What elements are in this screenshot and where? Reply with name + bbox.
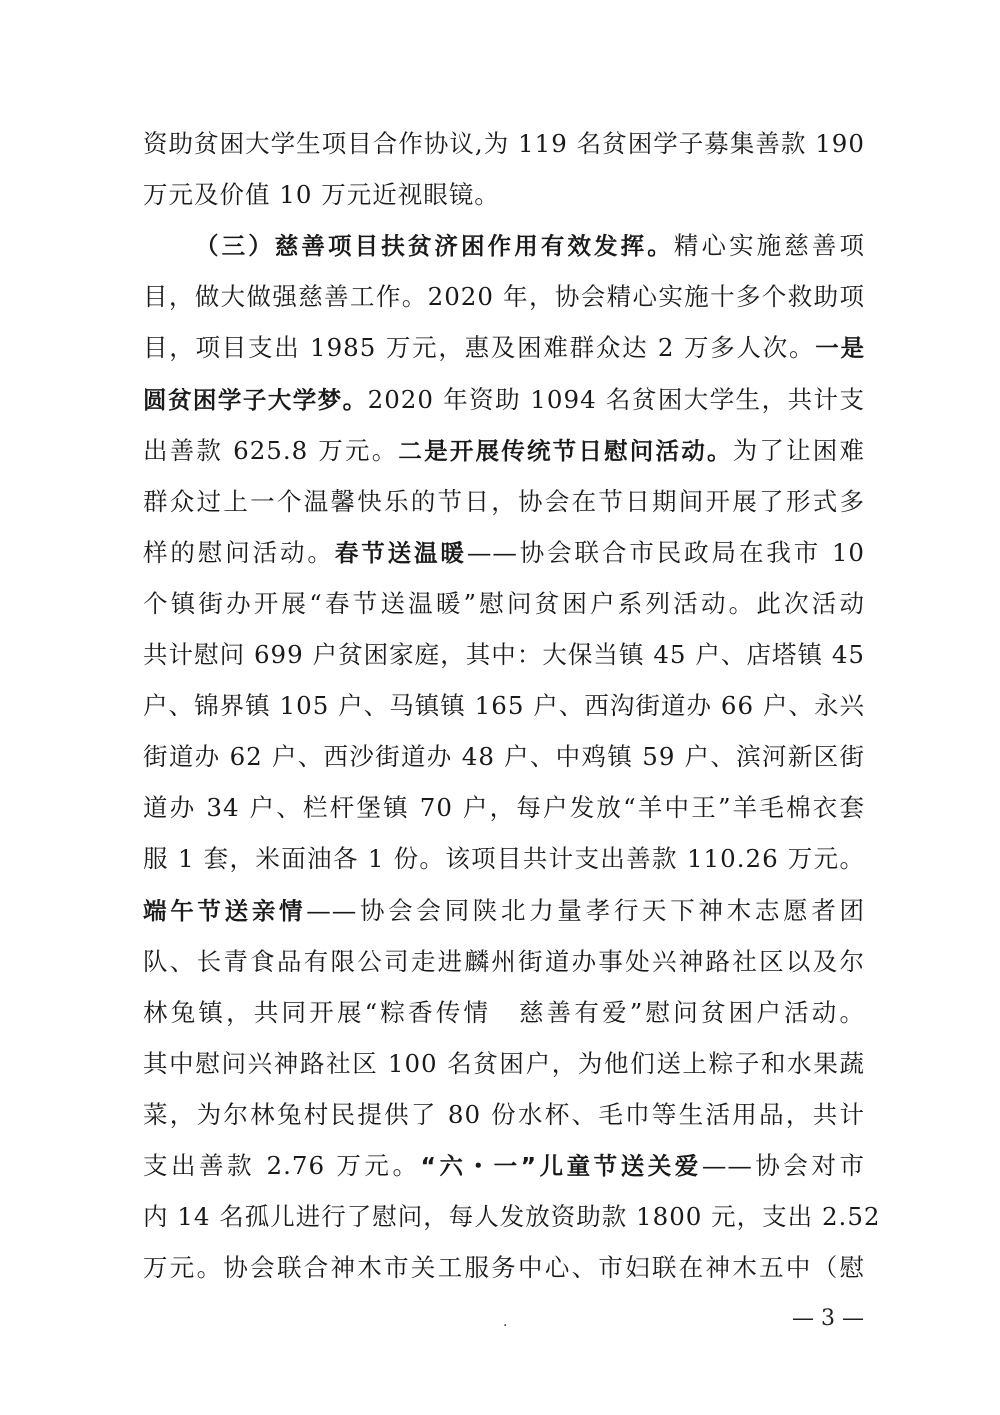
bold-heading-text: 二是开展传统节日慰问活动。 <box>398 436 733 465</box>
text-line <box>143 839 865 879</box>
text-line <box>143 635 865 675</box>
body-text-segment: 街道办 62 户、西沙街道办 48 户、中鸡镇 59 户、滨河新区街 <box>143 742 865 772</box>
text-line <box>143 584 865 624</box>
text-line <box>143 175 865 215</box>
text-line <box>143 891 865 931</box>
bold-heading-text: “六・一”儿童节送关爱 <box>420 1152 702 1180</box>
body-text-segment: ——协会对市 <box>701 1151 866 1180</box>
text-line <box>143 1197 881 1237</box>
text-line <box>143 380 865 420</box>
body-text-segment: 群众过上一个温馨快乐的节日，协会在节日期间开展了形式多 <box>143 486 865 516</box>
text-line <box>143 124 865 164</box>
text-line <box>143 788 865 828</box>
body-text-segment: 资助贫困大学生项目合作协议,为 119 名贫困学子募集善款 190 <box>143 129 865 158</box>
body-text-segment: ——协会联合市民政局在我市 10 <box>466 537 866 567</box>
text-line <box>143 431 865 471</box>
body-text-segment: 其中慰问兴神路社区 100 名贫困户，为他们送上粽子和水果蔬 <box>143 1048 865 1078</box>
footer-dot: · <box>503 1318 508 1334</box>
body-text-segment: 共计慰问 699 户贫困家庭，其中：大保当镇 45 户、店塔镇 45 <box>143 640 865 669</box>
body-text-segment: 精心实施慈善项 <box>673 231 865 261</box>
text-line <box>143 737 865 777</box>
bold-heading-text: （三）慈善项目扶贫济困作用有效发挥。 <box>195 232 674 261</box>
body-text-segment: 菜，为尔林兔村民提供了 80 份水杯、毛巾等生活用品，共计 <box>143 1099 865 1129</box>
body-text-segment: 目，做大做强慈善工作。2020 年，协会精心实施十多个救助项 <box>143 282 865 312</box>
body-text-segment: 队、长青食品有限公司走进麟州街道办事处兴神路社区以及尔 <box>143 946 865 976</box>
body-text-segment: 万元及价值 10 万元近视眼镜。 <box>143 180 500 210</box>
text-line <box>143 1044 865 1084</box>
body-text-segment: 2020 年资助 1094 名贫困大学生，共计支 <box>367 384 865 414</box>
text-line <box>143 482 865 522</box>
text-line <box>143 1095 865 1135</box>
body-text-segment: ——协会会同陕北力量孝行天下神木志愿者团 <box>306 895 865 925</box>
body-text-segment: 内 14 名孤儿进行了慰问，每人发放资助款 1800 元，支出 2.52 <box>143 1202 881 1232</box>
body-text-segment: 为了让困难 <box>732 435 866 465</box>
bold-heading-text: 端午节送亲情 <box>143 896 307 925</box>
body-text-segment: 林兔镇，共同开展“粽香传情 慈善有爱”慰问贫困户活动。 <box>143 997 865 1027</box>
text-line <box>143 942 865 982</box>
text-line <box>143 686 865 726</box>
page-number: — 3 — <box>792 1306 864 1331</box>
body-text-segment: 万元。协会联合神木市关工服务中心、市妇联在神木五中（慰 <box>143 1253 865 1283</box>
text-line <box>143 1248 865 1288</box>
text-line <box>143 328 865 368</box>
body-text-segment: 出善款 625.8 万元。 <box>143 435 399 465</box>
bold-heading-text: 春节送温暖 <box>334 538 467 567</box>
text-line <box>143 1146 865 1186</box>
body-text-segment: 服 1 套，米面油各 1 份。该项目共计支出善款 110.26 万元。 <box>143 844 865 874</box>
body-text-segment: 样的慰问活动。 <box>143 537 335 567</box>
bold-heading-text: 圆贫困学子大学梦。 <box>143 385 368 414</box>
bold-heading-text: 一是 <box>815 334 865 363</box>
body-text-segment: 个镇街办开展“春节送温暖”慰问贫困户系列活动。此次活动 <box>143 588 865 618</box>
body-text-segment: 支出善款 2.76 万元。 <box>143 1151 421 1180</box>
text-line <box>143 277 865 317</box>
text-line <box>195 226 865 266</box>
text-line <box>143 993 865 1033</box>
body-text-segment: 户、锦界镇 105 户、马镇镇 165 户、西沟街道办 66 户、永兴 <box>143 691 865 721</box>
body-text-segment: 道办 34 户、栏杆堡镇 70 户，每户发放“羊中王”羊毛棉衣套 <box>143 793 865 823</box>
body-text-segment: 目，项目支出 1985 万元，惠及困难群众达 2 万多人次。 <box>143 333 816 363</box>
text-line <box>143 533 865 573</box>
